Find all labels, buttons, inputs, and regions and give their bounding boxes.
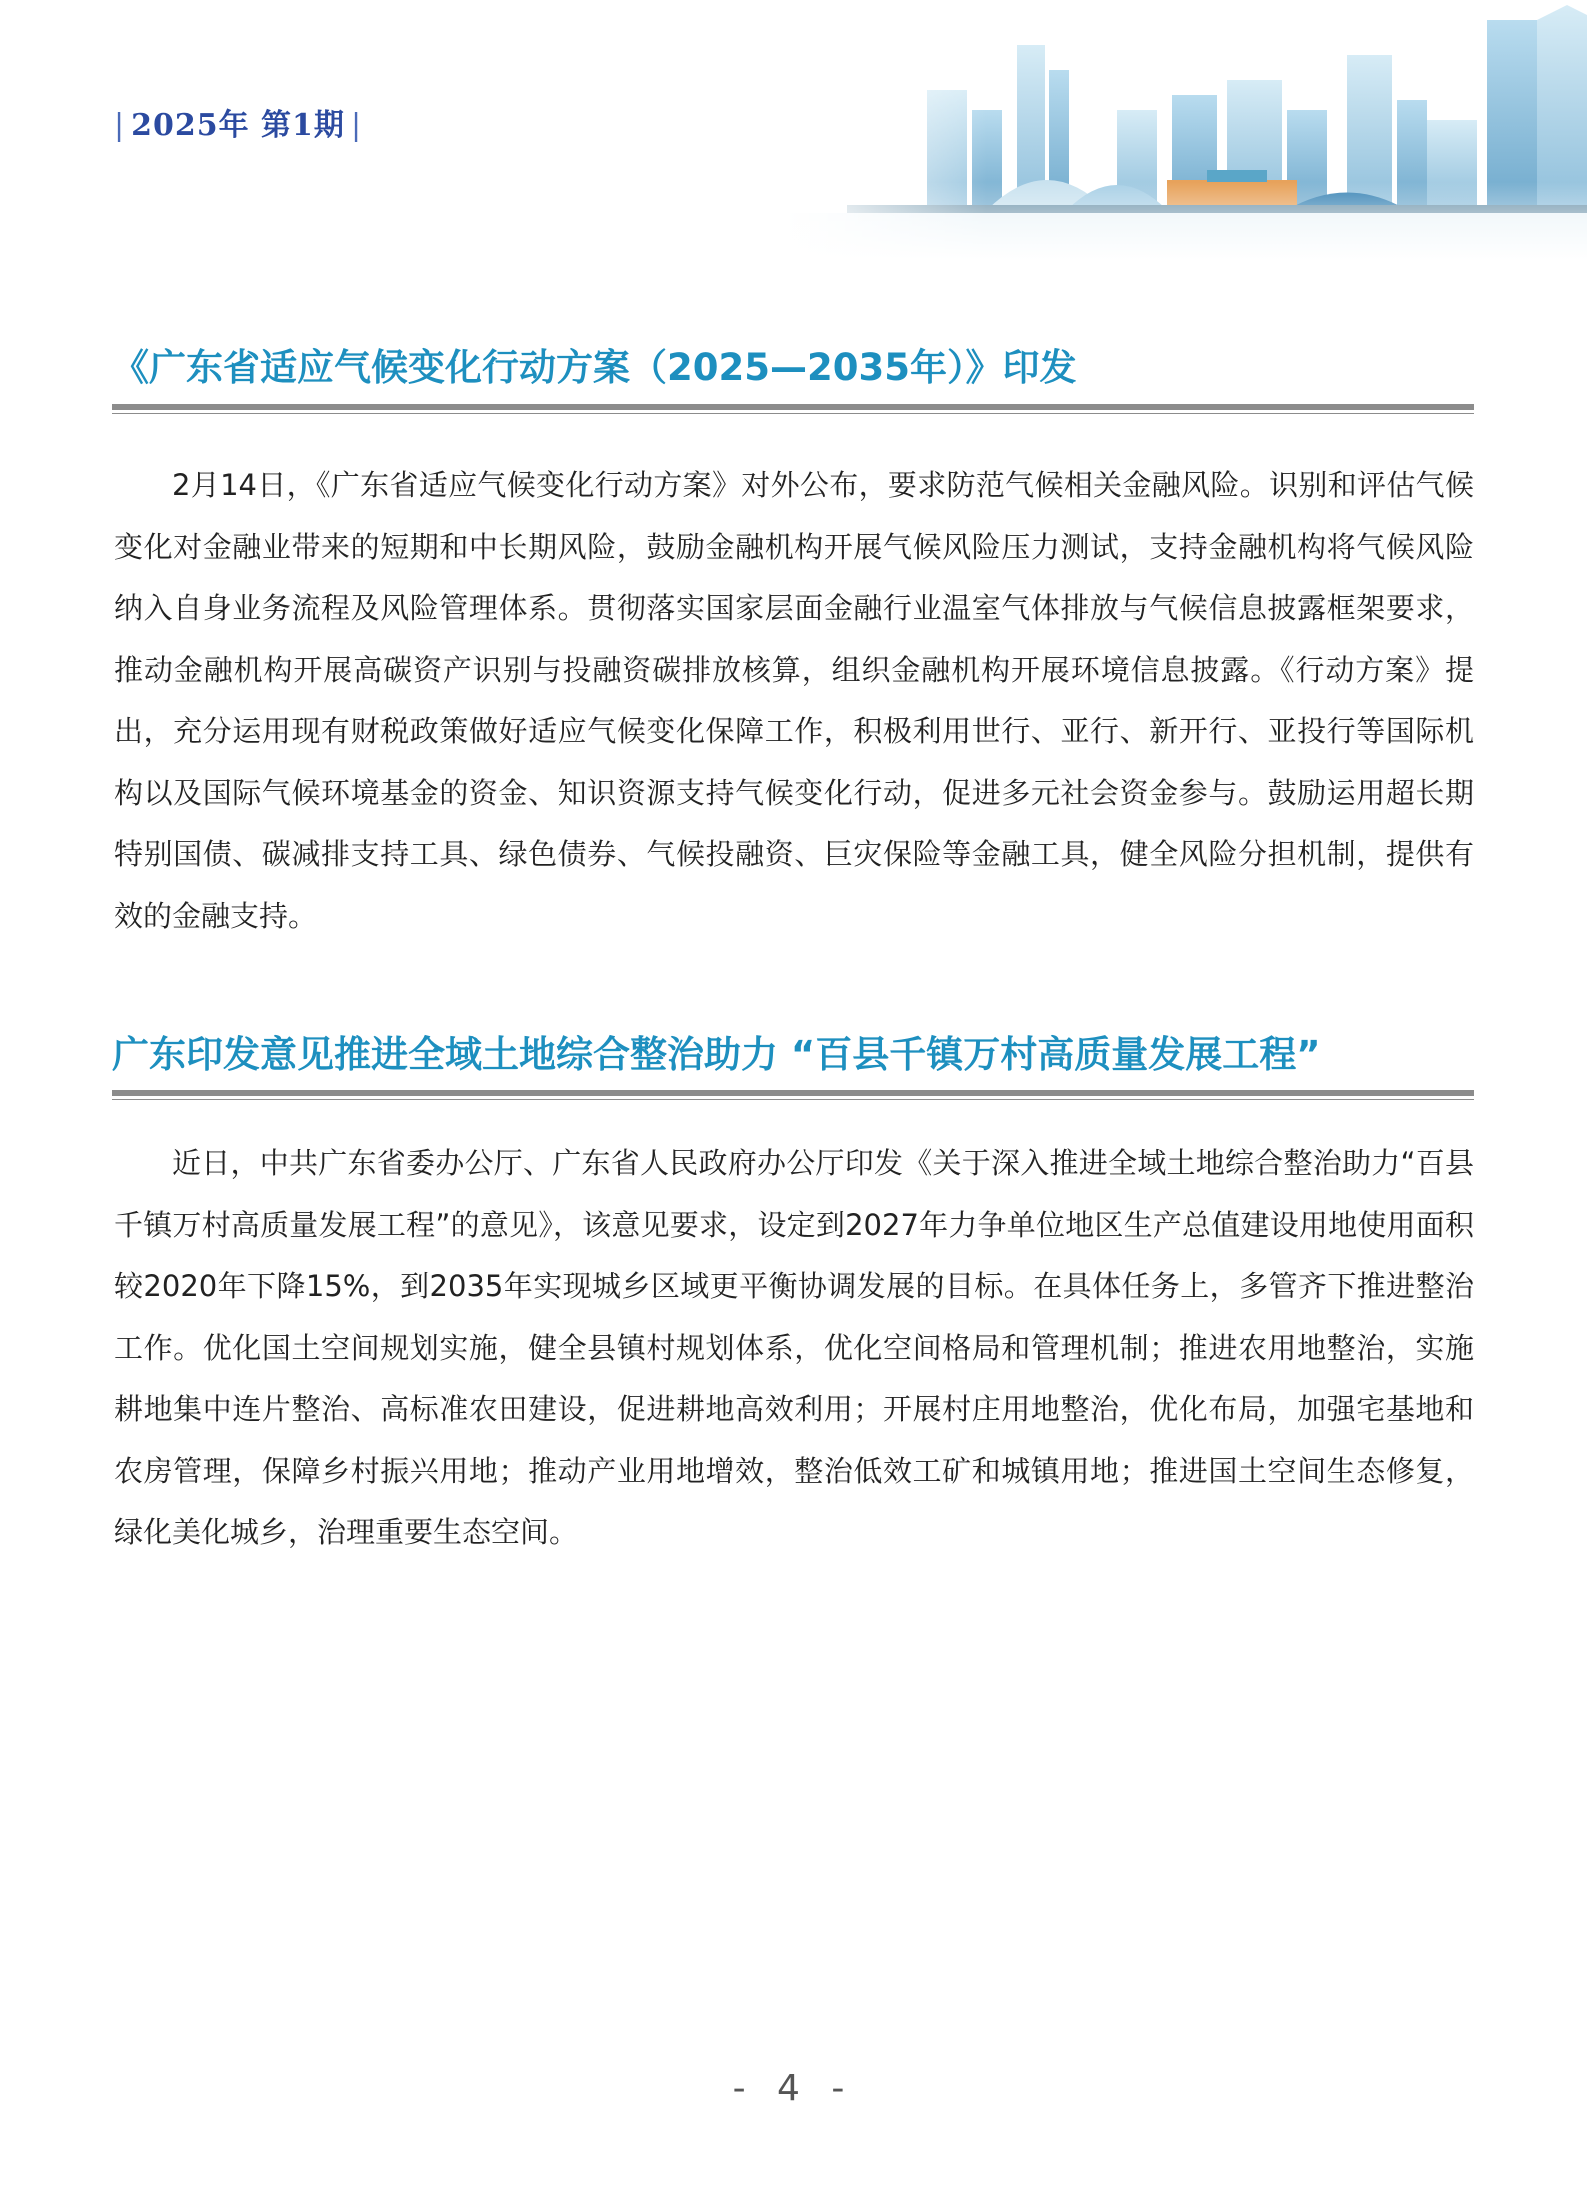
section-2-title: 广东印发意见推进全域土地综合整治助力 “百县千镇万村高质量发展工程”: [112, 1033, 1321, 1076]
city-skyline-banner: [787, 0, 1587, 260]
page-number: - 4 -: [732, 2068, 855, 2109]
section-1-body: 2月14日，《广东省适应气候变化行动方案》对外公布，要求防范气候相关金融风险。识别和评估气候变化对金融业带来的短期和中长期风险，鼓励金融机构开展气候风险压力测试，支持金融机构将气候风险纳入自身业务流程及风险管理体系。贯彻落实国家层面金融行业温室气体排放与气候信息披露框架要求，推动金融机构开展高碳资产识别与投融资碳排放核算，组织金融机构开展环境信息披露。《行动方案》提出，充分运用现有财税政策做好适应气候变化保障工作，积极利用世行、亚行、新开行、亚投行等国际机构以及国际气候环境基金的资金、知识资源支持气候变化行动，促进多元社会资金参与。鼓励运用超长期特别国债、碳减排支持工具、绿色债券、气候投融资、巨灾保险等金融工具，健全风险分担机制，提供有效的金融支持。: [114, 468, 1474, 933]
issue-divider-right: |: [350, 108, 363, 143]
section-1-rule: [112, 404, 1474, 414]
section-2-rule: [112, 1090, 1474, 1100]
issue-divider-left: |: [114, 108, 126, 143]
section-2-body: 近日，中共广东省委办公厅、广东省人民政府办公厅印发《关于深入推进全域土地综合整治助力“百县千镇万村高质量发展工程”的意见》，该意见要求，设定到2027年力争单位地区生产总值建设用地使用面积较2020年下降15%，到2035年实现城乡区域更平衡协调发展的目标。在具体任务上，多管齐下推进整治工作。优化国土空间规划实施，健全县镇村规划体系，优化空间格局和管理机制；推进农用地整治，实施耕地集中连片整治、高标准农田建设，促进耕地高效利用；开展村庄用地整治，优化布局，加强宅基地和农房管理，保障乡村振兴用地；推动产业用地增效，整治低效工矿和城镇用地；推进国土空间生态修复，绿化美化城乡，治理重要生态空间。: [114, 1146, 1474, 1549]
section-1-title: 《广东省适应气候变化行动方案（2025—2035年）》印发: [112, 346, 1077, 389]
issue-label: [108, 100, 368, 144]
issue-text: 2025年 第1期: [131, 108, 345, 143]
